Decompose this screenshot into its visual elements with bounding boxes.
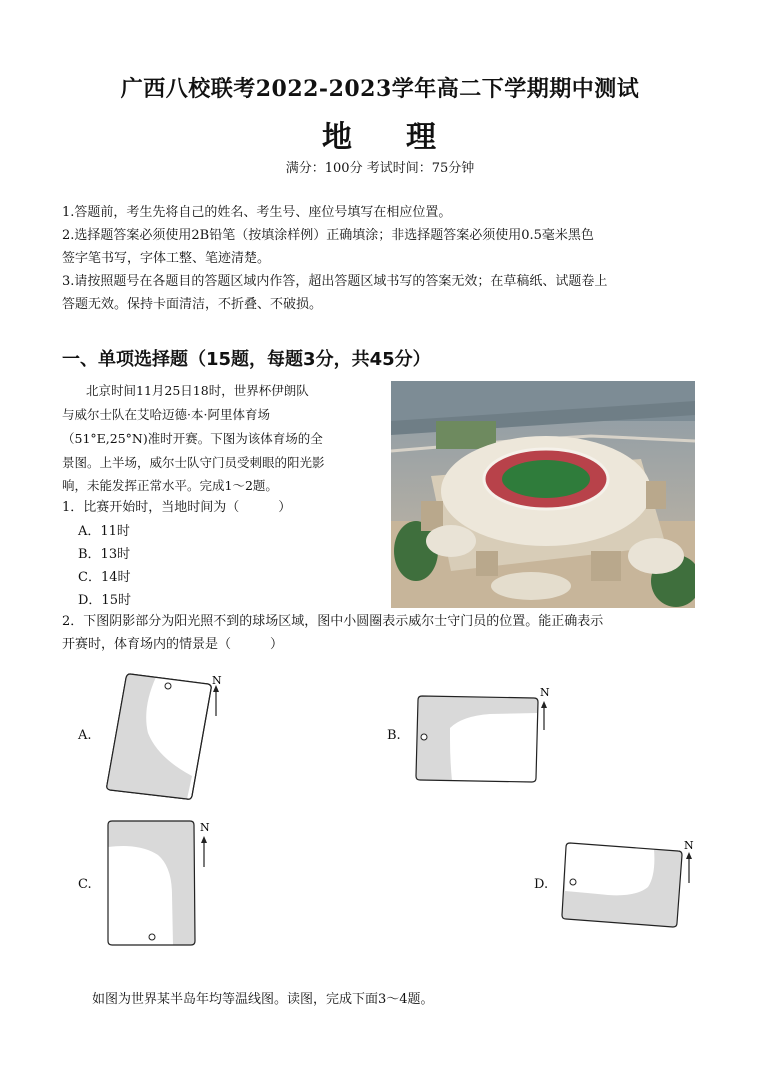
q1-option-c: C．14时 <box>78 570 131 585</box>
section-heading: 一、单项选择题（15题，每题3分，共45分） <box>62 349 431 370</box>
north-label: N <box>212 674 222 687</box>
north-label: N <box>684 839 694 852</box>
intro-line: 景图。上半场，威尔士队守门员受刺眼的阳光影 <box>62 455 325 470</box>
q2-option-c-label: C. <box>78 877 92 892</box>
intro-line: 与威尔士队在艾哈迈德·本·阿里体育场 <box>62 407 270 422</box>
note-line: 1.答题前，考生先将自己的姓名、考生号、座位号填写在相应位置。 <box>62 205 452 220</box>
exam-title: 广西八校联考2022-2023学年高二下学期期中测试 <box>120 76 640 102</box>
q2-option-d-diagram <box>558 835 703 935</box>
note-line: 签字笔书写，字体工整、笔迹清楚。 <box>62 251 271 266</box>
q2-option-a-label: A. <box>78 728 92 743</box>
intro-line: 北京时间11月25日18时，世界杯伊朗队 <box>86 383 309 398</box>
question-2-stem-line1: 2．下图阴影部分为阳光照不到的球场区域，图中小圆圈表示威尔士守门员的位置。能正确表示 <box>62 614 604 629</box>
q2-option-b-diagram <box>410 680 560 790</box>
subject-char-2: 理 <box>406 120 438 155</box>
note-line: 答题无效。保持卡面清洁，不折叠、不破损。 <box>62 297 323 312</box>
question-1-stem: 1．比赛开始时，当地时间为（ ） <box>62 500 292 515</box>
subject-title <box>0 112 760 156</box>
q2-option-a-diagram <box>100 668 230 808</box>
north-label: N <box>540 686 550 699</box>
next-passage-intro: 如图为世界某半岛年均等温线图。读图，完成下面3～4题。 <box>92 992 434 1007</box>
q2-option-b-label: B. <box>387 728 401 743</box>
subject-char-1: 地 <box>322 120 354 155</box>
q1-option-d: D．15时 <box>78 593 131 608</box>
score-line: 满分：100分 考试时间：75分钟 <box>285 161 475 176</box>
question-2-stem-line2: 开赛时，体育场内的情景是（ ） <box>62 637 284 652</box>
q2-option-c-diagram <box>100 815 220 950</box>
q2-option-d-label: D. <box>534 877 549 892</box>
intro-line: （51°E,25°N)准时开赛。下图为该体育场的全 <box>62 431 323 446</box>
note-line: 2.选择题答案必须使用2B铅笔（按填涂样例）正确填涂；非选择题答案必须使用0.5毫米黑色 <box>62 228 594 243</box>
note-line: 3.请按照题号在各题目的答题区域内作答，超出答题区域书写的答案无效；在草稿纸、试题卷上 <box>62 274 608 289</box>
north-label: N <box>200 821 210 834</box>
q1-option-a: A．11时 <box>78 524 130 539</box>
q1-option-b: B．13时 <box>78 547 131 562</box>
intro-line: 响，未能发挥正常水平。完成1～2题。 <box>62 478 278 493</box>
stadium-aerial-photo <box>391 381 695 608</box>
